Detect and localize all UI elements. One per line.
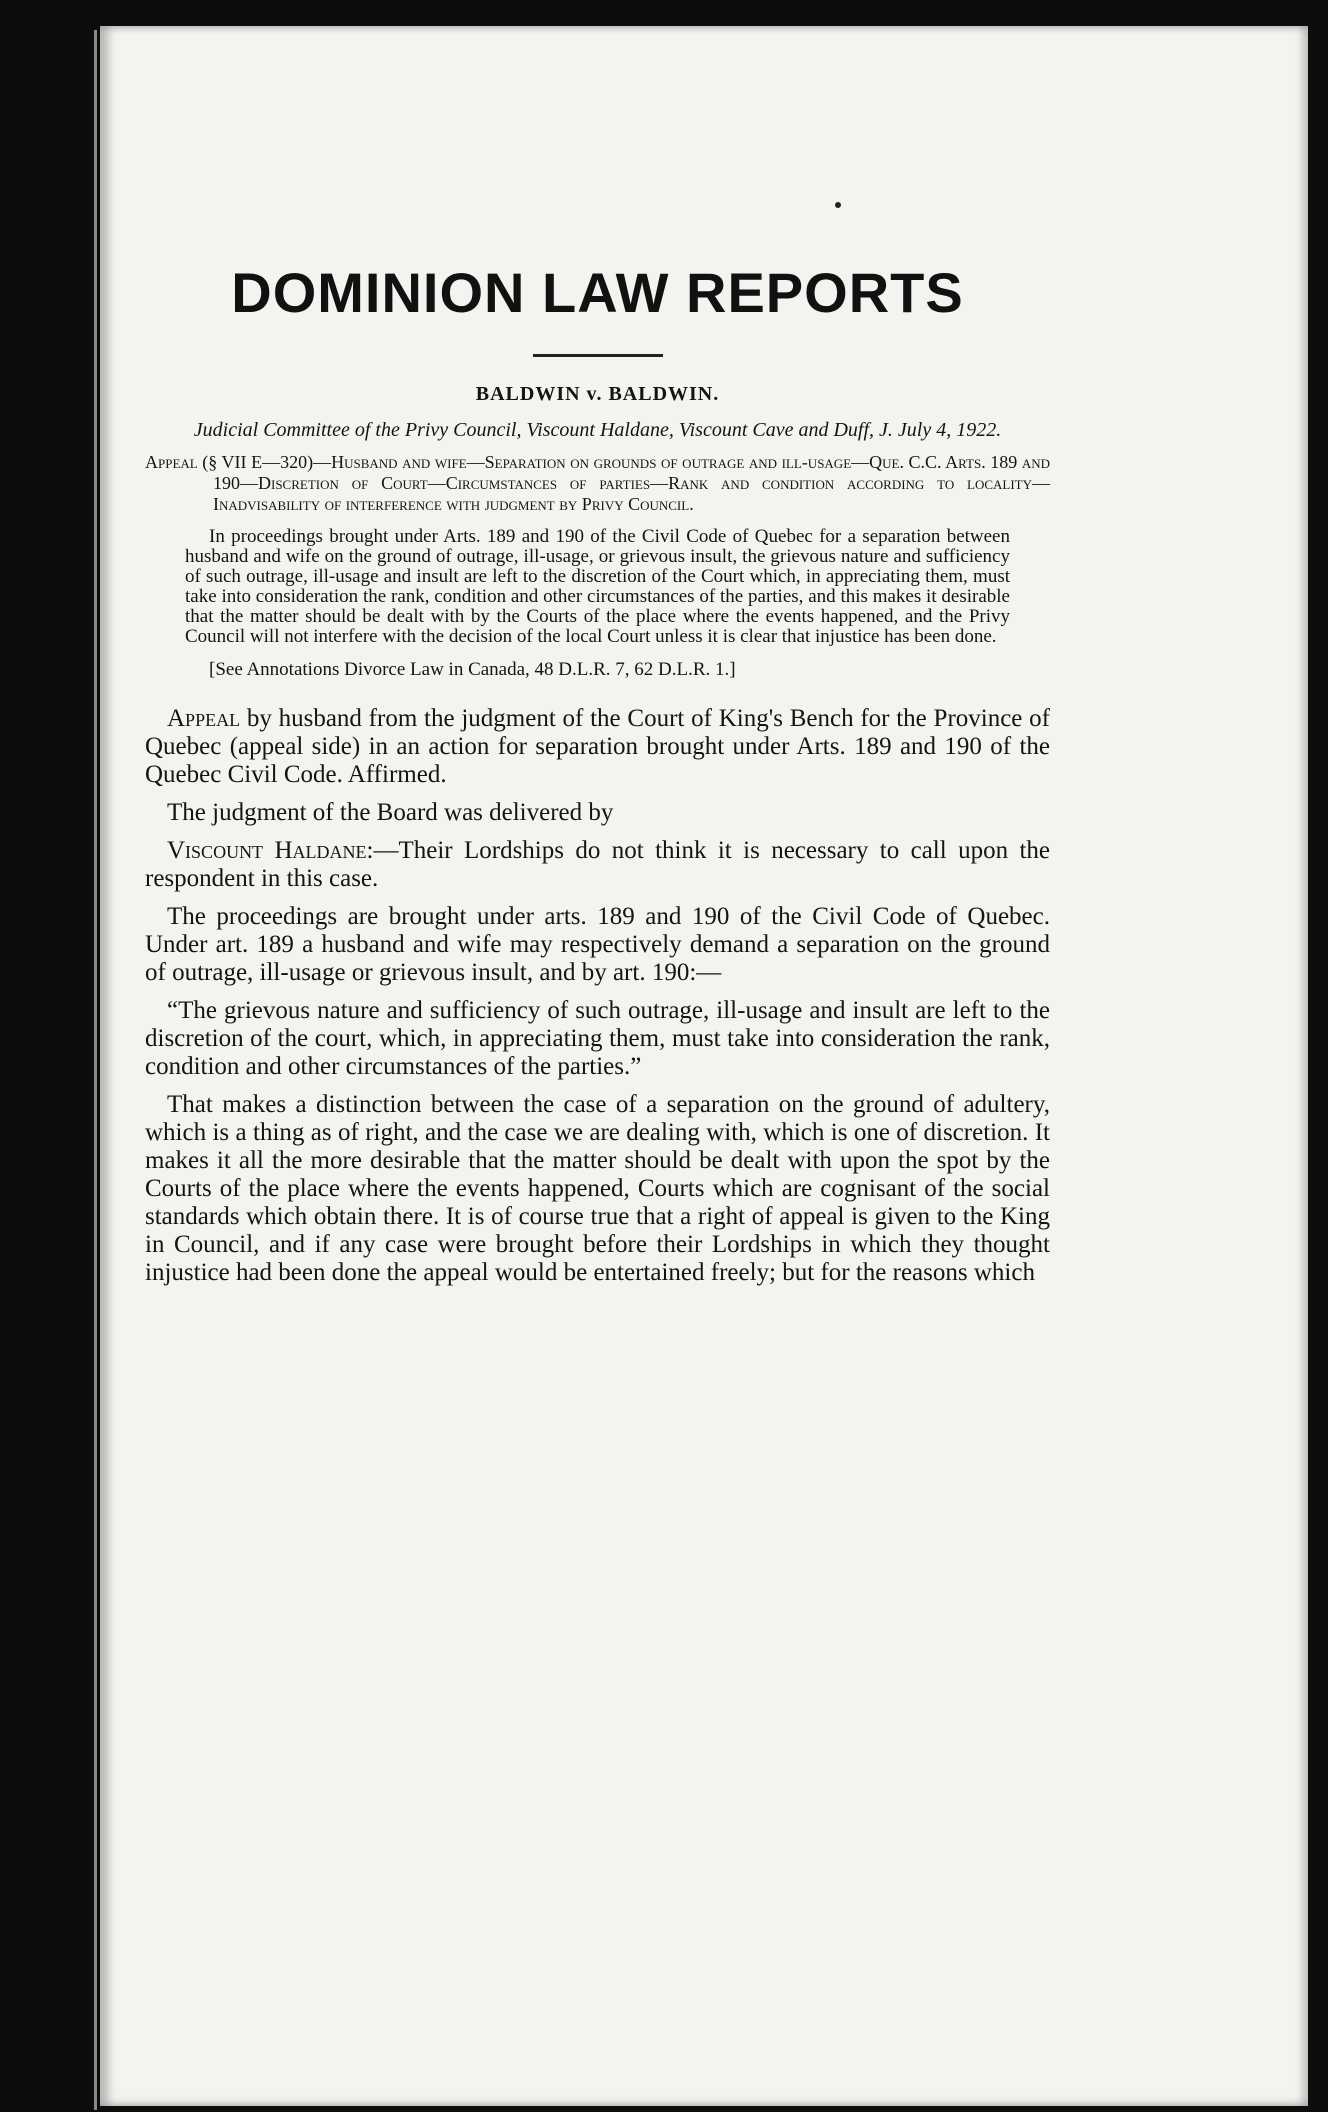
title-rule bbox=[533, 354, 663, 357]
case-name: BALDWIN v. BALDWIN. bbox=[475, 382, 720, 405]
page-content bbox=[145, 262, 1050, 1297]
paragraph-quote-art-190: “The grievous nature and sufficiency of such outrage, ill-usage and insult are left to the discretion of the court, which, in appreciating them, must take into consideration the rank, condition and other circumstances of the parties.” bbox=[145, 996, 1050, 1080]
court-line: Judicial Committee of the Privy Council, Viscount Haldane, Viscount Cave and Duff, J. July 4, 1922. bbox=[193, 418, 1002, 441]
haldane-text: :—Their Lordships do not think it is necessary to call upon the respondent in this case. bbox=[145, 836, 1050, 892]
paragraph-proceedings: The proceedings are brought under arts. 189 and 190 of the Civil Code of Quebec. Under art. 189 a husband and wife may respectively demand a separation on the ground of outrage, ill-usage or grievous insult, and by art. 190:— bbox=[145, 902, 1050, 986]
paragraph-delivered: The judgment of the Board was delivered by bbox=[167, 798, 614, 826]
syllabus: In proceedings brought under Arts. 189 and 190 of the Civil Code of Quebec for a separation between husband and wife on the ground of outrage, ill-usage, or grievous insult, the grievous nature and sufficiency of such outrage, ill-usage and insult are left to the discretion of the Court which, in appreciating them, must take into consideration the rank, condition and other circumstances of the parties, and this makes it desirable that the matter should be dealt with by the Courts of the place where the events happened, and the Privy Council will not interfere with the decision of the local Court unless it is clear that injustice has been done. bbox=[185, 525, 1010, 647]
see-annotation: [See Annotations Divorce Law in Canada, 48 D.L.R. 7, 62 D.L.R. 1.] bbox=[209, 658, 736, 680]
judgment-body bbox=[145, 705, 1050, 1287]
judge-name: Viscount Haldane bbox=[167, 836, 367, 864]
binding-edge bbox=[94, 30, 97, 2110]
appeal-lead: Appeal bbox=[167, 704, 241, 732]
headnote-topic: Appeal (§ VII E—320)—Husband and wife—Separation on grounds of outrage and ill-usage—Que. C.C. Arts. 189 and 190—Discretion of Court—Circumstances of parties—Rank and condition according to locality—Inadvisability of interference with judgment by Privy Council. bbox=[145, 451, 1050, 514]
paragraph-distinction: That makes a distinction between the case of a separation on the ground of adultery, which is a thing as of right, and the case we are dealing with, which is one of discretion. It makes it all the more desirable that the matter should be dealt with upon the spot by the Courts of the place where the events happened, Courts which are cognisant of the social standards which obtain there. It is of course true that a right of appeal is given to the King in Council, and if any case were brought before their Lordships in which they thought injustice had been done the appeal would be entertained freely; but for the reasons which bbox=[145, 1090, 1050, 1286]
paragraph-haldane bbox=[145, 837, 1050, 893]
report-title: DOMINION LAW REPORTS bbox=[231, 261, 964, 324]
paragraph-appeal bbox=[145, 705, 1050, 789]
appeal-text: by husband from the judgment of the Court of King's Bench for the Province of Quebec (appeal side) in an action for separation brought under Arts. 189 and 190 of the Quebec Civil Code. Affirmed. bbox=[145, 704, 1050, 788]
ink-speck bbox=[835, 202, 841, 208]
